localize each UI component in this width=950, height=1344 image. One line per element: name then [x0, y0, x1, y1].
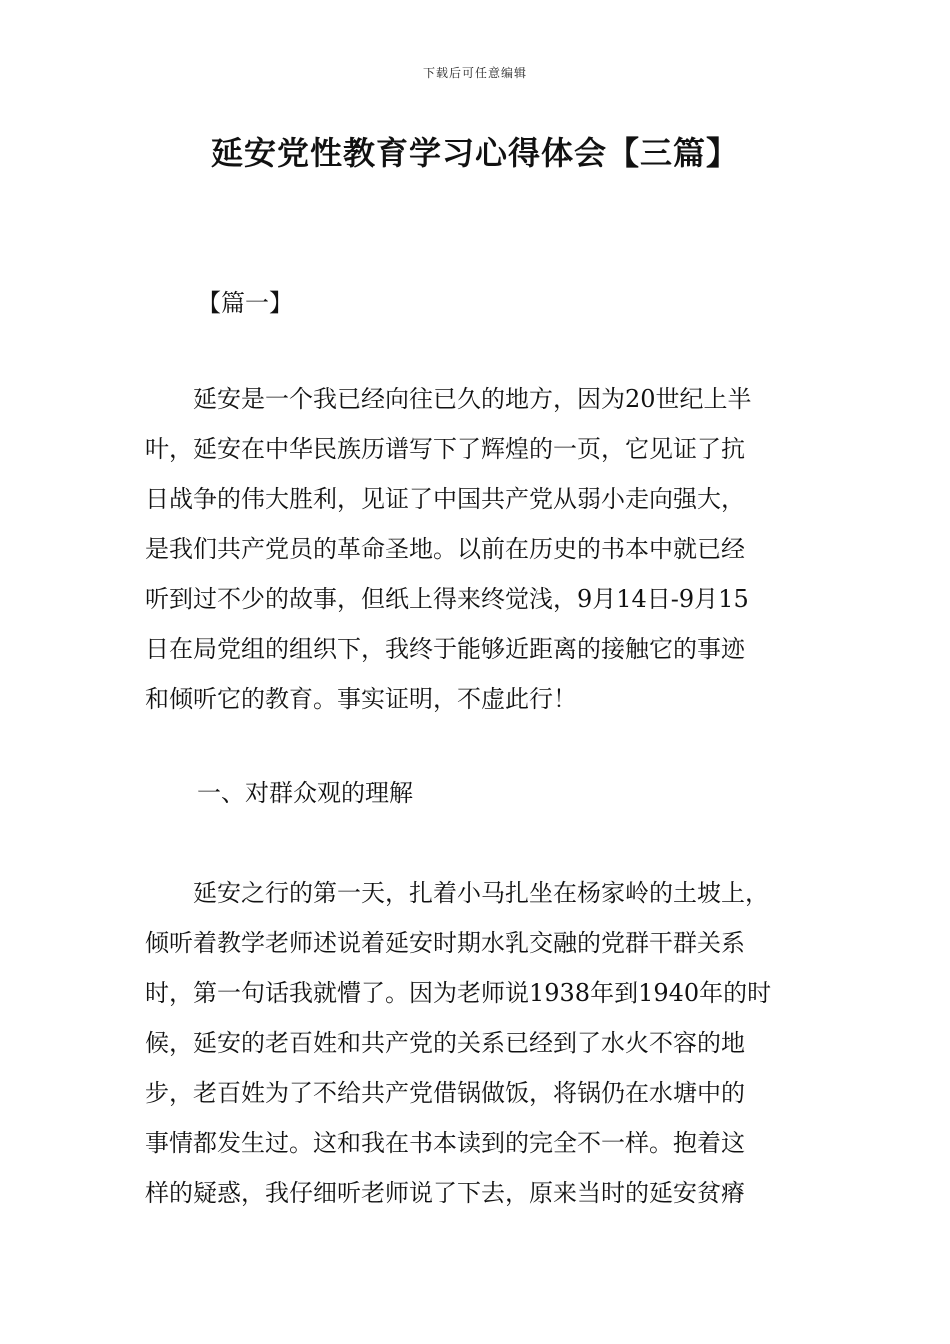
header-note: 下载后可任意编辑 — [422, 66, 527, 80]
paragraph-line: 日战争的伟大胜利，见证了中国共产党从弱小走向强大， — [145, 485, 745, 513]
paragraph-line: 候，延安的老百姓和共产党的关系已经到了水火不容的地 — [145, 1029, 745, 1057]
paragraph-line: 和倾听它的教育。事实证明，不虚此行！ — [145, 685, 577, 713]
paragraph-line: 延安是一个我已经向往已久的地方，因为20世纪上半 — [145, 385, 752, 413]
document-title: 延安党性教育学习心得体会【三篇】 — [210, 134, 739, 172]
paragraph-line: 步，老百姓为了不给共产党借锅做饭，将锅仍在水塘中的 — [145, 1079, 745, 1107]
paragraph-2 — [145, 868, 815, 1218]
paragraph-line: 日在局党组的组织下，我终于能够近距离的接触它的事迹 — [145, 635, 745, 663]
paragraph-line: 倾听着教学老师述说着延安时期水乳交融的党群干群关系 — [145, 929, 745, 957]
paragraph-line: 是我们共产党员的革命圣地。以前在历史的书本中就已经 — [145, 535, 745, 563]
paragraph-line: 时，第一句话我就懵了。因为老师说1938年到1940年的时 — [145, 979, 772, 1007]
paragraph-1 — [145, 374, 815, 724]
paragraph-line: 听到过不少的故事，但纸上得来终觉浅，9月14日-9月15 — [145, 585, 749, 613]
paragraph-line: 样的疑惑，我仔细听老师说了下去，原来当时的延安贫瘠 — [145, 1179, 745, 1207]
paragraph-line: 事情都发生过。这和我在书本读到的完全不一样。抱着这 — [145, 1129, 745, 1157]
subsection-heading: 一、对群众观的理解 — [197, 779, 413, 807]
paragraph-line: 叶，延安在中华民族历谱写下了辉煌的一页，它见证了抗 — [145, 435, 745, 463]
section-label: 【篇一】 — [197, 289, 293, 317]
paragraph-line: 延安之行的第一天，扎着小马扎坐在杨家岭的土坡上， — [145, 879, 769, 907]
